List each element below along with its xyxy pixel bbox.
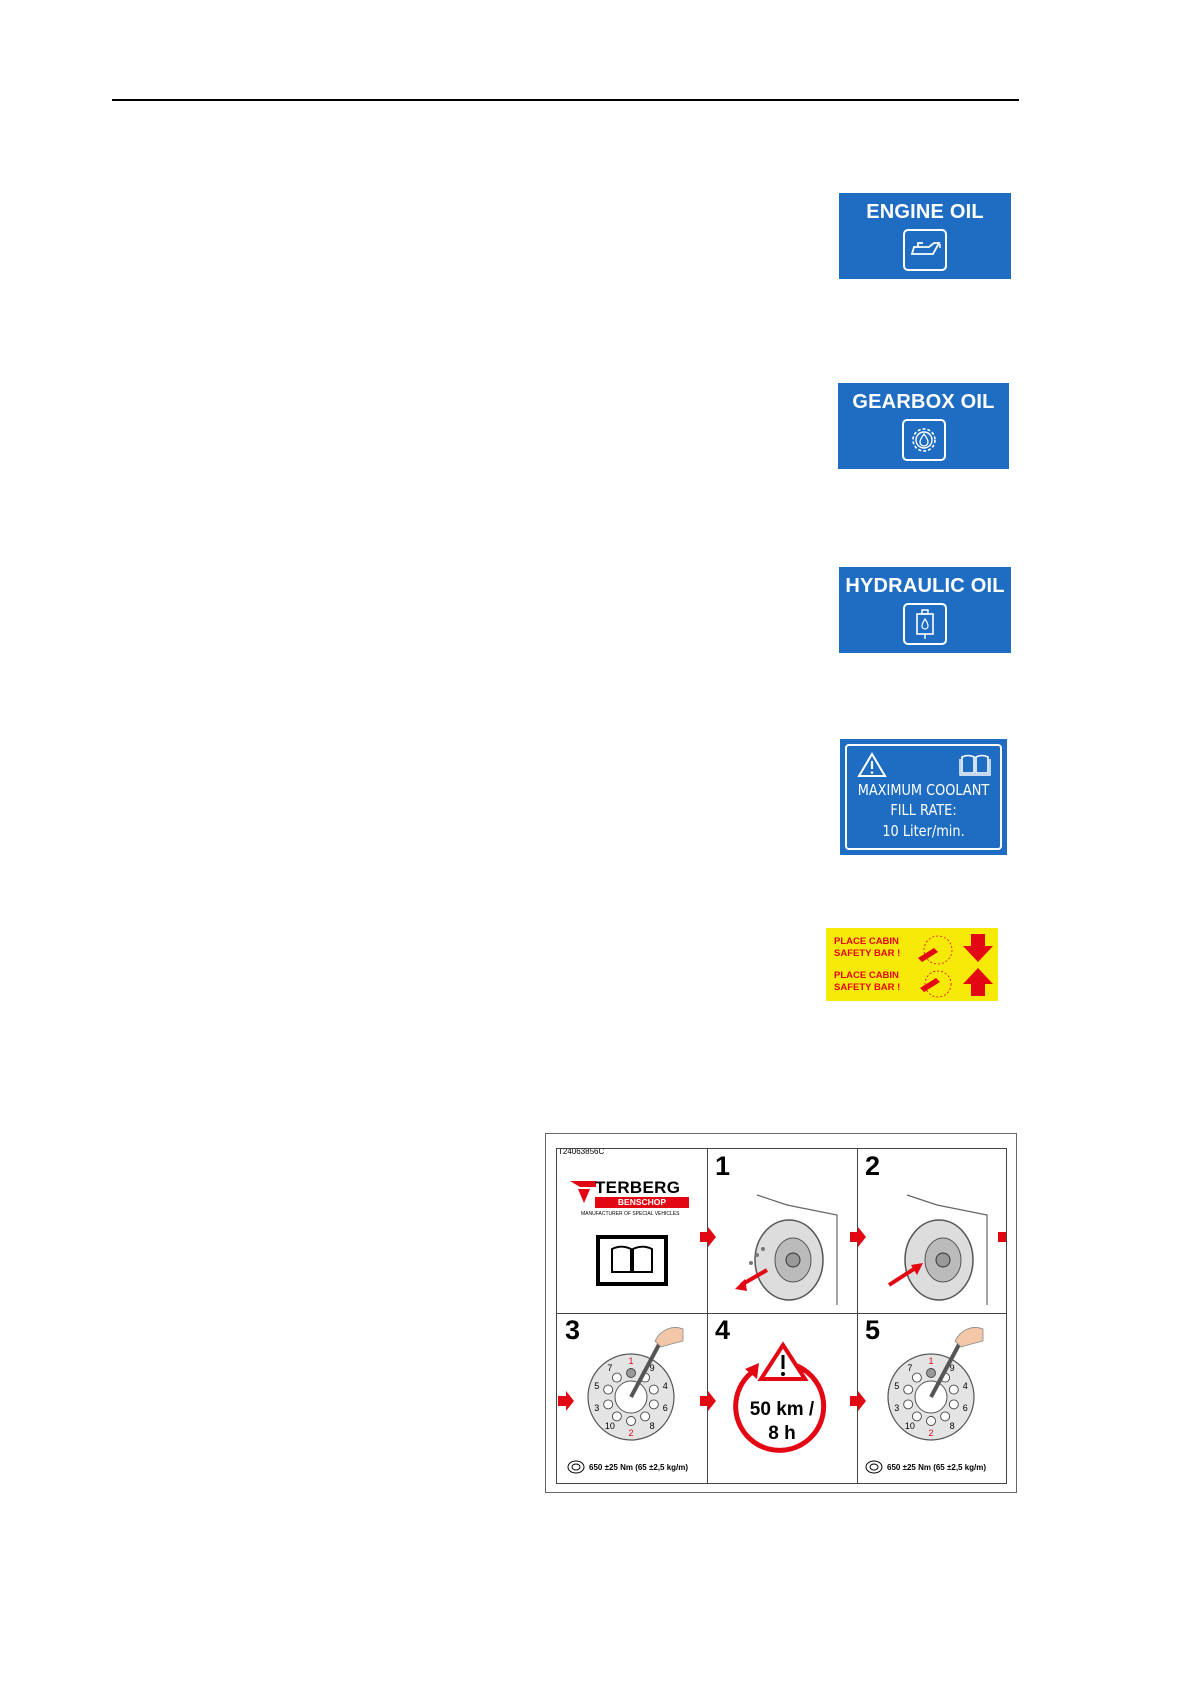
wheel-nut: [612, 1412, 621, 1421]
cabin-line-2b: SAFETY BAR !: [834, 982, 901, 993]
red-arrow-icon: [700, 1227, 716, 1247]
step-4-cell: [707, 1313, 857, 1483]
bolt-number: 7: [907, 1362, 913, 1373]
hand-icon: [655, 1328, 683, 1348]
wheel-nut: [627, 1369, 636, 1378]
red-arrow-icon: [998, 1227, 1006, 1247]
bolt-number: 8: [649, 1421, 655, 1432]
cabin-warning-bottom: [834, 970, 900, 994]
wheel-nut: [912, 1412, 921, 1421]
bolt-number: 6: [662, 1403, 668, 1414]
wheel-nut: [949, 1400, 958, 1409]
torque-spec: 650 ±25 Nm (65 ±2,5 kg/m): [887, 1463, 987, 1472]
wheel-nut: [949, 1385, 958, 1394]
step-3-cell: [557, 1313, 707, 1483]
bolt-number: 4: [662, 1380, 668, 1391]
wheel-nut: [641, 1412, 650, 1421]
bolt-number: 4: [962, 1380, 968, 1391]
hydraulic-oil-label: HYDRAULIC OIL: [845, 575, 1005, 597]
brand-sub: BENSCHOP: [595, 1197, 689, 1208]
bolt-number: 10: [904, 1421, 915, 1432]
wheel-nut: [649, 1400, 658, 1409]
step-number: 2: [865, 1151, 881, 1181]
cabin-safety-bar-sign: [826, 928, 998, 1001]
warning-triangle-icon: [857, 752, 887, 778]
step-number: 1: [715, 1151, 731, 1181]
red-arrow-icon: [850, 1227, 866, 1247]
red-arrow-icon: [558, 1391, 574, 1411]
wheel-nut: [904, 1385, 913, 1394]
step-2-cell: [857, 1149, 1006, 1313]
wheel-nut: [912, 1373, 921, 1382]
cabin-warning-top: [834, 936, 900, 960]
engine-oil-label: ENGINE OIL: [866, 201, 984, 223]
cabin-lever-illustration: [910, 930, 960, 998]
gearbox-oil-sign: [838, 383, 1009, 469]
bolt-number: 7: [607, 1362, 613, 1373]
socket-icon: [567, 1459, 585, 1475]
manual-book-icon: [959, 753, 991, 777]
wheel-nut: [612, 1373, 621, 1382]
wheel-remove-illustration: [727, 1185, 847, 1305]
reservoir-drop-icon: [903, 603, 947, 645]
bolt-number: 2: [628, 1428, 634, 1438]
bolt-number: 9: [649, 1362, 655, 1373]
manual-book-icon: [596, 1235, 668, 1286]
step-number: 5: [865, 1315, 881, 1345]
wheel-nut: [604, 1385, 613, 1394]
bolt-number: 5: [594, 1380, 600, 1391]
arrow-up-icon: [961, 966, 995, 998]
oil-can-icon: [903, 229, 947, 271]
cabin-line-1b: SAFETY BAR !: [834, 948, 901, 959]
wheel-nut: [941, 1412, 950, 1421]
wheel-nut-sticker: [545, 1133, 1017, 1493]
bolt-number: 9: [949, 1362, 955, 1373]
cabin-line-1a: PLACE CABIN: [834, 936, 899, 947]
bolt-number: 6: [962, 1403, 968, 1414]
gearbox-oil-label: GEARBOX OIL: [852, 391, 995, 413]
step-number: 4: [715, 1315, 731, 1345]
brand-tagline: MANUFACTURER OF SPECIAL VEHICLES: [581, 1211, 680, 1217]
torque-pattern-illustration: [585, 1319, 685, 1449]
coolant-line-3: 10 Liter/min.: [882, 822, 965, 840]
step-5-cell: [857, 1313, 1006, 1483]
wheel-nut: [604, 1400, 613, 1409]
bolt-number: 8: [949, 1421, 955, 1432]
red-arrow-icon: [700, 1391, 716, 1411]
wheel-nut: [904, 1400, 913, 1409]
bolt-number: 10: [604, 1421, 615, 1432]
interval-line-1: 50 km /: [749, 1399, 815, 1420]
bolt-number: 3: [594, 1403, 600, 1414]
wheel-nut: [649, 1385, 658, 1394]
wheel-nut: [927, 1369, 936, 1378]
wheel-nut: [627, 1417, 636, 1426]
coolant-line-1: MAXIMUM COOLANT: [857, 781, 990, 799]
interval-line-2: 8 h: [768, 1423, 796, 1444]
bolt-number: 3: [894, 1403, 900, 1414]
arrow-down-icon: [961, 932, 995, 964]
step-number: 3: [565, 1315, 581, 1345]
torque-spec: 650 ±25 Nm (65 ±2,5 kg/m): [589, 1463, 689, 1472]
brand-cell: [557, 1149, 707, 1313]
cabin-line-2a: PLACE CABIN: [834, 970, 899, 981]
hydraulic-oil-sign: [839, 567, 1011, 653]
brand-name: TERBERG: [595, 1178, 681, 1197]
socket-icon: [865, 1459, 883, 1475]
bolt-number: 1: [928, 1356, 934, 1366]
coolant-fill-rate-sign: [840, 739, 1007, 855]
coolant-line-2: FILL RATE:: [890, 801, 957, 819]
gear-drop-icon: [902, 419, 946, 461]
bolt-number: 1: [628, 1356, 634, 1366]
torque-pattern-illustration: [885, 1319, 985, 1449]
sticker-grid: [556, 1148, 1007, 1484]
red-arrow-icon: [850, 1391, 866, 1411]
wheel-nut: [927, 1417, 936, 1426]
bolt-number: 5: [894, 1380, 900, 1391]
terberg-logo-icon: [570, 1179, 598, 1203]
bolt-number: 2: [928, 1428, 934, 1438]
wheel-mount-illustration: [877, 1185, 997, 1305]
sticker-code: T24063856C: [558, 1147, 605, 1156]
header-rule: [112, 99, 1019, 101]
hand-icon: [955, 1328, 983, 1348]
engine-oil-sign: [839, 193, 1011, 279]
step-1-cell: [707, 1149, 857, 1313]
